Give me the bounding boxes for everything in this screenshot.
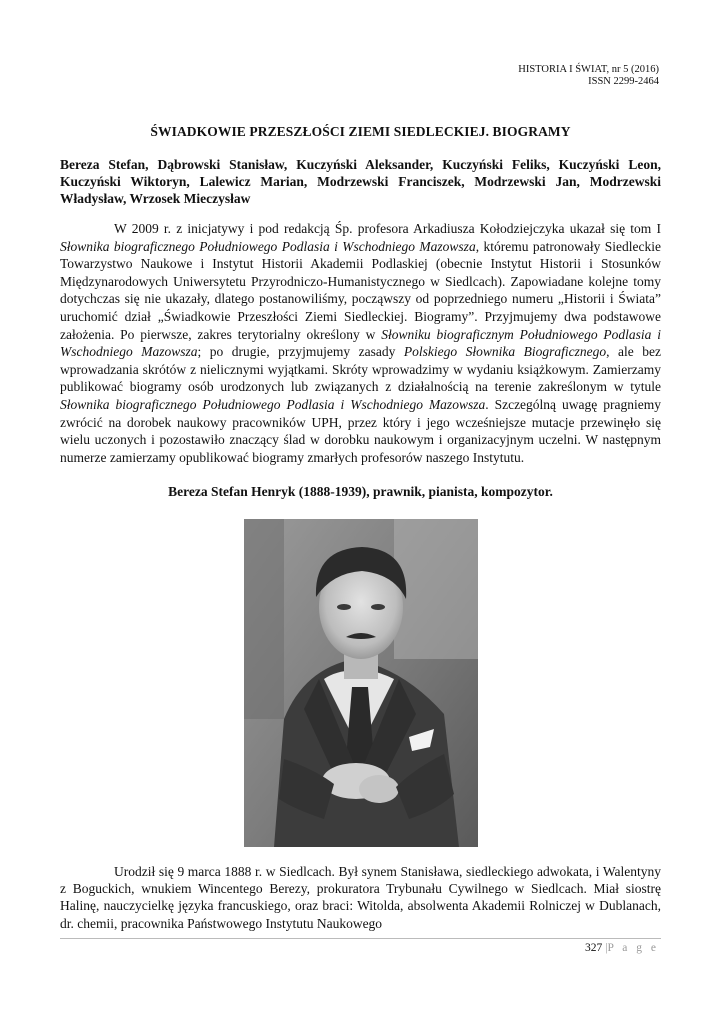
- intro-text: . Szczególną uwagę pragniemy zwrócić na dorobek naukowy pracowników UPH, przez który i jego wcześniejsze mutacje przewinęło się wielu uczonych i pozostawiło znaczący ślad w dorobku naukowym i organizacyjnym uczelni. W następnym numerze zamierzamy opublikować biogramy zmarłych profesorów naszego Instytutu.: [60, 396, 661, 465]
- biogram-text: Urodził się 9 marca 1888 r. w Siedlcach. Był synem Stanisława, siedleckiego adwokata, i Walentyny z Boguckich, wnukiem Wincentego Berezy, prokuratora Trybunału Cywilnego w Siedlcach. Miał siostrę Halinę, nauczycielkę języka francuskiego, oraz braci: Witolda, absolwenta Akademii Rolniczej w Dublanach, dr. chemii, pracownika Państwowego Instytutu Naukowego: [60, 864, 661, 931]
- intro-italic-title: Słownika biograficznego Południowego Podlasia i Wschodniego Mazowsza: [60, 238, 476, 254]
- footer-separator: |: [605, 942, 608, 954]
- page-number: 327: [585, 942, 603, 954]
- intro-italic-title: Słowniku biograficznym Południowego Podlasia i Wschodniego Mazowsza: [60, 326, 661, 360]
- portrait-illustration: [244, 519, 478, 847]
- intro-text: , któremu patronowały Siedleckie Towarzystwo Naukowe i Instytut Historii Akademii Podlaskiej (obecnie Instytut Historii i Stosunków Międzynarodowych Uniwersytetu Przyrodniczo-Humanistycznego w Siedlcach). Zapowiadane kolejne tomy dotychczas się nie ukazały, dlatego postanowiliśmy, począwszy od poprzedniego numeru „Historii i Świata” uruchomić dział „Świadkowie Przeszłości Ziemi Siedleckiej. Biogramy”. Przyjmujemy dwa podstawowe założenia. Po pierwsze, zakres terytorialny określony w: [60, 238, 662, 342]
- journal-issn: ISSN 2299-2464: [588, 76, 659, 87]
- author-list: Bereza Stefan, Dąbrowski Stanisław, Kuczyński Aleksander, Kuczyński Feliks, Kuczyński Leon, Kuczyński Wiktoryn, Lalewicz Marian, Modrzewski Franciszek, Modrzewski Jan, Modrzewski Władysław, Wrzosek Mieczysław: [60, 157, 661, 206]
- intro-text: W 2009 r. z inicjatywy i pod redakcją Śp. profesora Arkadiusza Kołodziejczyka ukazał się tom I: [114, 221, 661, 236]
- intro-text: ; po drugie, przyjmujemy zasady: [197, 344, 404, 360]
- portrait-photo: [244, 519, 478, 847]
- journal-header: [518, 64, 659, 88]
- article-title: ŚWIADKOWIE PRZESZŁOŚCI ZIEMI SIEDLECKIEJ. BIOGRAMY: [150, 124, 571, 139]
- journal-name: HISTORIA I ŚWIAT, nr 5 (2016): [518, 64, 659, 75]
- page-label: P a g e: [607, 942, 659, 954]
- biogram-heading: Bereza Stefan Henryk (1888-1939), prawnik, pianista, kompozytor.: [168, 484, 553, 499]
- page-footer: [585, 942, 659, 954]
- footer-divider: [60, 938, 661, 939]
- intro-italic-title: Polskiego Słownika Biograficznego: [403, 344, 607, 360]
- intro-italic-title: Słownika biograficznego Południowego Podlasia i Wschodniego Mazowsza: [60, 396, 486, 412]
- intro-text: , ale bez wprowadzania skrótów z nielicznymi wyjątkami. Skróty wprowadzimy w wydaniu książkowym. Zamierzamy publikować biogramy osób urodzonych lub związanych z działalnością na terenie zakreślonym w tytule: [60, 344, 662, 395]
- intro-paragraph: [60, 220, 661, 466]
